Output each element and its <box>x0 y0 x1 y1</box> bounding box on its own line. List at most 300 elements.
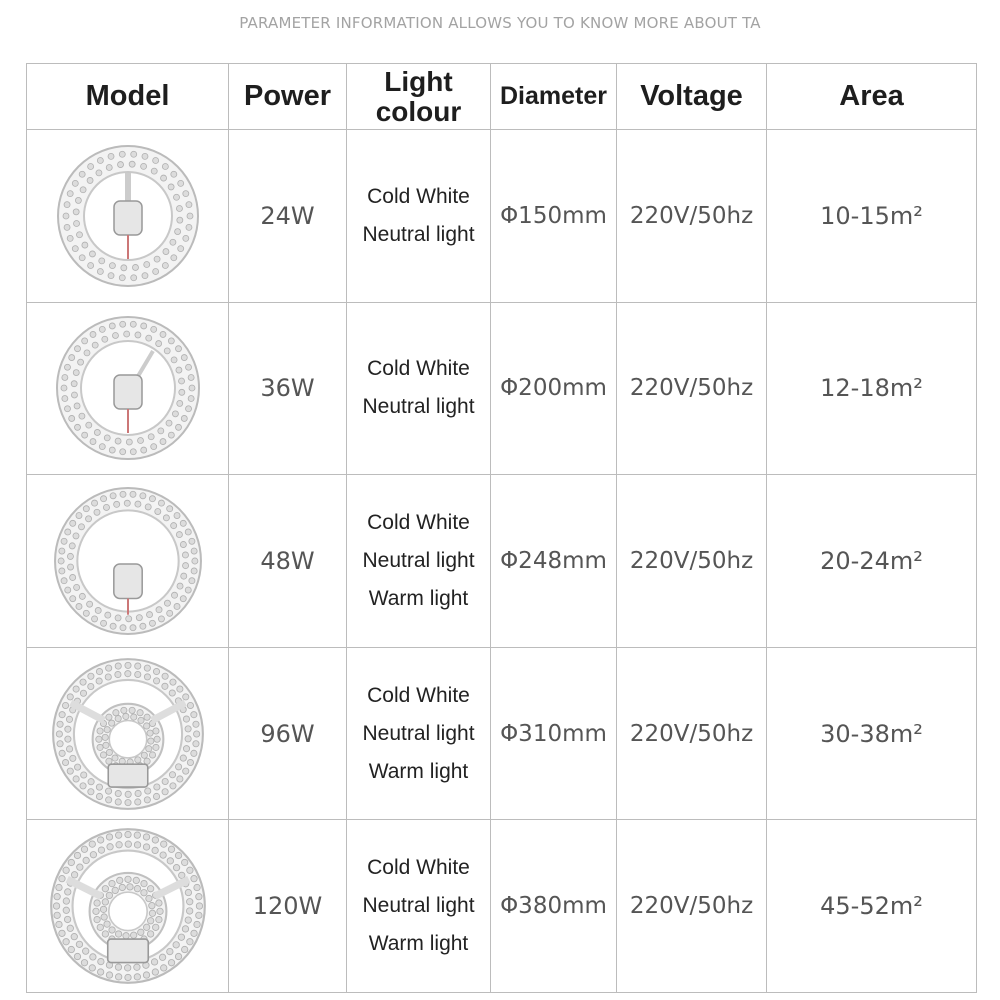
led-dot <box>134 790 140 796</box>
led-dot <box>103 921 109 927</box>
led-dot <box>126 439 132 445</box>
area-cell: 30-38m² <box>767 647 977 820</box>
led-dot <box>67 693 73 699</box>
area-cell: 10-15m² <box>767 130 977 303</box>
led-dot <box>82 948 88 954</box>
led-dot <box>171 592 177 598</box>
led-dot <box>190 711 196 717</box>
led-dot <box>80 187 86 193</box>
led-dot <box>175 425 181 431</box>
led-dot <box>143 714 149 720</box>
led-dot <box>116 877 122 883</box>
led-dot <box>146 730 152 736</box>
led-dot <box>87 262 93 268</box>
led-dot <box>147 737 153 743</box>
diameter-cell: Φ380mm <box>491 820 617 993</box>
light-option: Neutral light <box>362 721 475 745</box>
led-dot <box>58 568 64 574</box>
led-dot <box>68 946 74 952</box>
led-dot <box>169 679 175 685</box>
led-dot <box>96 668 102 674</box>
led-dot <box>59 711 65 717</box>
120w-double-ring-module-icon <box>48 826 208 986</box>
led-dot <box>169 239 175 245</box>
area-cell: 20-24m² <box>767 475 977 648</box>
led-dot <box>100 620 106 626</box>
led-dot <box>176 401 182 407</box>
led-dot <box>169 771 175 777</box>
led-dot <box>61 538 67 544</box>
led-dot <box>122 713 128 719</box>
led-dot <box>158 616 164 622</box>
led-dot <box>137 929 143 935</box>
led-dot <box>163 515 169 521</box>
led-dot <box>152 727 158 733</box>
led-dot <box>79 171 85 177</box>
led-dot <box>139 623 145 629</box>
led-dot <box>176 205 182 211</box>
led-dot <box>160 439 166 445</box>
led-dot <box>79 782 85 788</box>
led-dot <box>90 439 96 445</box>
voltage-cell: 220V/50hz <box>617 302 767 475</box>
led-dot <box>141 153 147 159</box>
led-dot <box>67 235 73 241</box>
led-dot <box>67 925 73 931</box>
led-dot <box>130 932 136 938</box>
led-dot <box>92 343 98 349</box>
led-dot <box>149 751 155 757</box>
led-dot <box>104 612 110 618</box>
led-dot <box>186 899 192 905</box>
led-dot <box>67 564 73 570</box>
led-dot <box>152 744 158 750</box>
led-dot <box>64 529 70 535</box>
led-dot <box>161 788 167 794</box>
led-dot <box>95 607 101 613</box>
led-dot <box>171 357 177 363</box>
led-dot <box>104 435 110 441</box>
led-dot <box>155 917 161 923</box>
led-dot <box>188 396 194 402</box>
led-dot <box>185 587 191 593</box>
light-colour-cell <box>347 820 491 993</box>
36w-led-ring-module-icon <box>53 313 203 463</box>
led-dot <box>119 884 125 890</box>
led-dot <box>61 578 67 584</box>
led-dot <box>87 683 93 689</box>
parameter-table <box>26 63 977 993</box>
voltage-cell: 220V/50hz <box>617 647 767 820</box>
led-dot <box>74 425 80 431</box>
led-dot <box>90 332 96 338</box>
led-dot <box>155 607 161 613</box>
led-dot <box>124 832 130 838</box>
led-dot <box>115 798 121 804</box>
led-dot <box>113 501 119 507</box>
table-row <box>27 302 977 475</box>
voltage-cell: 220V/50hz <box>617 475 767 648</box>
led-dot <box>106 164 112 170</box>
led-dot <box>61 396 67 402</box>
power-cell: 96W <box>229 647 347 820</box>
led-dot <box>95 170 101 176</box>
led-dot <box>161 673 167 679</box>
led-dot <box>176 217 182 223</box>
led-dot <box>145 336 151 342</box>
led-dot <box>69 574 75 580</box>
led-dot <box>58 558 64 564</box>
led-dot <box>76 232 82 238</box>
led-dot <box>169 689 175 695</box>
led-dot <box>147 886 153 892</box>
model-cell <box>27 820 229 993</box>
led-dot <box>98 847 104 853</box>
led-dot <box>158 500 164 506</box>
led-dot <box>169 782 175 788</box>
led-dot <box>191 548 197 554</box>
led-dot <box>99 327 105 333</box>
led-dot <box>145 504 151 510</box>
led-dot <box>119 322 125 328</box>
led-dot <box>134 671 140 677</box>
led-dot <box>105 673 111 679</box>
led-dot <box>188 538 194 544</box>
power-cell: 48W <box>229 475 347 648</box>
led-dot <box>125 616 131 622</box>
led-dot <box>170 255 176 261</box>
led-dot <box>168 960 174 966</box>
led-dot <box>100 914 106 920</box>
diameter-cell: Φ200mm <box>491 302 617 475</box>
led-dot <box>182 552 188 558</box>
led-dot <box>195 894 201 900</box>
led-dot <box>153 677 159 683</box>
led-dot <box>59 750 65 756</box>
led-dot <box>186 908 192 914</box>
led-dot <box>152 268 158 274</box>
led-dot <box>157 428 163 434</box>
header-diameter: Diameter <box>491 64 617 130</box>
table-row <box>27 820 977 993</box>
led-dot <box>140 163 146 169</box>
led-dot <box>74 852 80 858</box>
led-dot <box>66 745 72 751</box>
led-dot <box>168 338 174 344</box>
header-model: Model <box>27 64 229 130</box>
led-dot <box>112 709 118 715</box>
led-dot <box>181 355 187 361</box>
diameter-cell: Φ310mm <box>491 647 617 820</box>
led-dot <box>193 730 199 736</box>
led-dot <box>120 265 126 271</box>
led-dot <box>64 224 70 230</box>
led-dot <box>67 768 73 774</box>
led-dot <box>124 670 130 676</box>
led-dot <box>114 671 120 677</box>
led-dot <box>130 151 136 157</box>
led-dot <box>173 603 179 609</box>
led-dot <box>96 727 102 733</box>
led-dot <box>97 924 103 930</box>
header-power: Power <box>229 64 347 130</box>
led-dot <box>172 411 178 417</box>
led-dot <box>106 892 112 898</box>
led-dot <box>150 444 156 450</box>
led-dot <box>162 778 168 784</box>
led-dot <box>168 432 174 438</box>
model-cell <box>27 647 229 820</box>
light-option: Neutral light <box>362 222 475 246</box>
led-dot <box>185 917 191 923</box>
led-dot <box>64 587 70 593</box>
led-dot <box>134 842 140 848</box>
led-dot <box>115 438 121 444</box>
led-dot <box>195 912 201 918</box>
led-dot <box>159 852 165 858</box>
led-dot <box>137 717 143 723</box>
led-dot <box>63 898 69 904</box>
led-dot <box>97 959 103 965</box>
96w-double-ring-module-icon <box>50 656 206 812</box>
led-dot <box>183 745 189 751</box>
model-cell <box>27 302 229 475</box>
led-dot <box>123 331 129 337</box>
led-dot <box>89 954 95 960</box>
led-dot <box>80 690 86 696</box>
led-dot <box>71 872 77 878</box>
led-dot <box>58 876 64 882</box>
led-dot <box>152 969 158 975</box>
led-dot <box>175 954 181 960</box>
led-dot <box>112 887 118 893</box>
led-dot <box>79 679 85 685</box>
led-dot <box>168 846 174 852</box>
led-dot <box>69 543 75 549</box>
led-dot <box>63 907 69 913</box>
led-dot <box>132 264 138 270</box>
led-dot <box>124 662 130 668</box>
light-option: Cold White <box>367 357 470 381</box>
led-dot <box>145 745 151 751</box>
led-dot <box>177 245 183 251</box>
voltage-cell: 220V/50hz <box>617 820 767 993</box>
led-dot <box>62 939 68 945</box>
light-colour-cell <box>347 475 491 648</box>
led-dot <box>160 965 166 971</box>
led-dot <box>124 965 130 971</box>
led-dot <box>129 625 135 631</box>
led-dot <box>93 900 99 906</box>
led-dot <box>63 213 69 219</box>
led-dot <box>72 533 78 539</box>
led-dot <box>175 367 181 373</box>
led-dot <box>167 858 173 864</box>
header-area: Area <box>767 64 977 130</box>
led-dot <box>140 323 146 329</box>
led-dot <box>160 175 166 181</box>
led-dot <box>144 665 150 671</box>
led-dot <box>55 921 61 927</box>
led-dot <box>99 444 105 450</box>
led-dot <box>58 548 64 554</box>
led-dot <box>151 847 157 853</box>
led-dot <box>69 755 75 761</box>
led-dot <box>110 623 116 629</box>
led-dot <box>87 163 93 169</box>
led-dot <box>108 927 114 933</box>
led-dot <box>97 969 103 975</box>
led-dot <box>83 506 89 512</box>
led-dot <box>108 881 114 887</box>
led-dot <box>81 846 87 852</box>
model-cell <box>27 475 229 648</box>
led-dot <box>134 974 140 980</box>
led-dot <box>134 756 140 762</box>
led-dot <box>144 796 150 802</box>
led-dot <box>112 333 118 339</box>
led-dot <box>73 584 79 590</box>
led-dot <box>148 903 154 909</box>
led-dot <box>94 430 100 436</box>
led-dot <box>192 721 198 727</box>
led-dot <box>149 496 155 502</box>
led-dot <box>80 771 86 777</box>
led-dot <box>130 275 136 281</box>
led-dot <box>97 157 103 163</box>
led-dot <box>133 964 139 970</box>
led-dot <box>189 385 195 391</box>
led-dot <box>143 722 149 728</box>
led-dot <box>87 778 93 784</box>
led-dot <box>193 921 199 927</box>
led-dot <box>144 673 150 679</box>
led-dot <box>102 742 108 748</box>
led-dot <box>97 268 103 274</box>
led-dot <box>140 890 146 896</box>
led-dot <box>100 906 106 912</box>
led-dot <box>129 491 135 497</box>
led-dot <box>115 663 121 669</box>
led-dot <box>53 903 59 909</box>
led-dot <box>187 759 193 765</box>
voltage-cell: 220V/50hz <box>617 130 767 303</box>
header-light-line2: colour <box>375 95 462 127</box>
led-dot <box>56 730 62 736</box>
led-dot <box>119 151 125 157</box>
led-dot <box>153 783 159 789</box>
led-dot <box>64 406 70 412</box>
light-colour-cell <box>347 130 491 303</box>
led-dot <box>129 161 135 167</box>
area-cell: 45-52m² <box>767 820 977 993</box>
led-dot <box>109 447 115 453</box>
area-cell: 12-18m² <box>767 302 977 475</box>
led-dot <box>180 755 186 761</box>
led-dot <box>173 512 179 518</box>
header-row <box>27 64 977 130</box>
led-dot <box>71 392 77 398</box>
led-dot <box>180 541 186 547</box>
led-dot <box>83 610 89 616</box>
led-dot <box>119 625 125 631</box>
led-dot <box>53 894 59 900</box>
led-dot <box>74 954 80 960</box>
led-dot <box>105 788 111 794</box>
led-dot <box>187 213 193 219</box>
led-dot <box>166 610 172 616</box>
led-dot <box>177 180 183 186</box>
led-dot <box>102 899 108 905</box>
led-dot <box>187 702 193 708</box>
led-dot <box>81 960 87 966</box>
led-dot <box>73 209 79 215</box>
led-dot <box>191 568 197 574</box>
led-dot <box>68 859 74 865</box>
led-dot <box>110 493 116 499</box>
led-dot <box>90 852 96 858</box>
led-dot <box>96 793 102 799</box>
led-dot <box>74 764 80 770</box>
led-dot <box>73 220 79 226</box>
led-dot <box>153 793 159 799</box>
led-dot <box>64 201 70 207</box>
light-option: Cold White <box>367 184 470 208</box>
led-dot <box>147 918 153 924</box>
led-dot <box>85 516 91 522</box>
led-dot <box>73 686 79 692</box>
led-dot <box>143 972 149 978</box>
led-dot <box>96 677 102 683</box>
light-option: Warm light <box>368 932 469 956</box>
light-option: Neutral light <box>362 395 475 419</box>
table-row <box>27 647 977 820</box>
led-dot <box>185 224 191 230</box>
led-dot <box>96 784 102 790</box>
led-dot <box>106 749 112 755</box>
led-dot <box>182 235 188 241</box>
light-option: Warm light <box>368 759 469 783</box>
led-dot <box>182 768 188 774</box>
led-dot <box>154 736 160 742</box>
led-dot <box>137 438 143 444</box>
led-dot <box>74 346 80 352</box>
led-dot <box>86 601 92 607</box>
led-dot <box>178 934 184 940</box>
led-dot <box>176 583 182 589</box>
led-dot <box>79 593 85 599</box>
light-colour-cell <box>347 302 491 475</box>
led-dot <box>140 881 146 887</box>
led-dot <box>115 974 121 980</box>
led-dot <box>120 707 126 713</box>
led-dot <box>176 775 182 781</box>
led-dot <box>78 524 84 530</box>
led-dot <box>67 553 73 559</box>
led-dot <box>143 261 149 267</box>
led-dot <box>105 796 111 802</box>
led-dot <box>186 867 192 873</box>
led-dot <box>154 256 160 262</box>
led-dot <box>85 423 91 429</box>
led-dot <box>56 740 62 746</box>
led-dot <box>115 842 121 848</box>
led-dot <box>64 365 70 371</box>
power-cell: 36W <box>229 302 347 475</box>
led-dot <box>162 163 168 169</box>
led-dot <box>91 616 97 622</box>
led-dot <box>64 889 70 895</box>
